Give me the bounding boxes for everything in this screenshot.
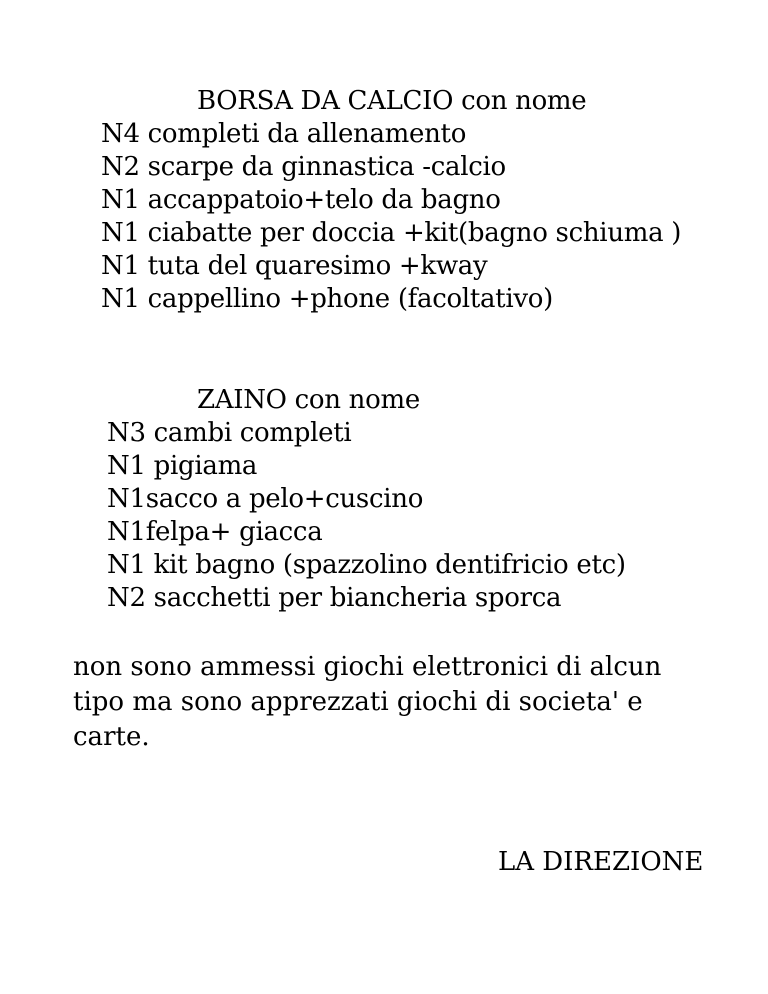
- zaino-item: N1 pigiama: [107, 451, 258, 481]
- zaino-item: N2 sacchetti per biancheria sporca: [107, 583, 562, 613]
- borsa-item: N1 ciabatte per doccia +kit(bagno schiuma ): [101, 218, 682, 248]
- borsa-title: BORSA DA CALCIO con nome: [197, 86, 587, 116]
- zaino-item: N1felpa+ giacca: [107, 517, 323, 547]
- borsa-item: N2 scarpe da ginnastica -calcio: [101, 152, 506, 182]
- zaino-item: N3 cambi completi: [107, 418, 352, 448]
- borsa-item: N1 tuta del quaresimo +kway: [101, 251, 488, 281]
- borsa-item: N1 cappellino +phone (facoltativo): [101, 284, 553, 314]
- zaino-title: ZAINO con nome: [197, 385, 420, 415]
- signature: LA DIREZIONE: [498, 847, 704, 877]
- zaino-item: N1sacco a pelo+cuscino: [107, 484, 424, 514]
- borsa-item: N4 completi da allenamento: [101, 119, 467, 149]
- note-paragraph: non sono ammessi giochi elettronici di alcun tipo ma sono apprezzati giochi di societa' e carte.: [73, 652, 662, 752]
- borsa-item: N1 accappatoio+telo da bagno: [101, 185, 501, 215]
- zaino-item: N1 kit bagno (spazzolino dentifricio etc): [107, 550, 626, 580]
